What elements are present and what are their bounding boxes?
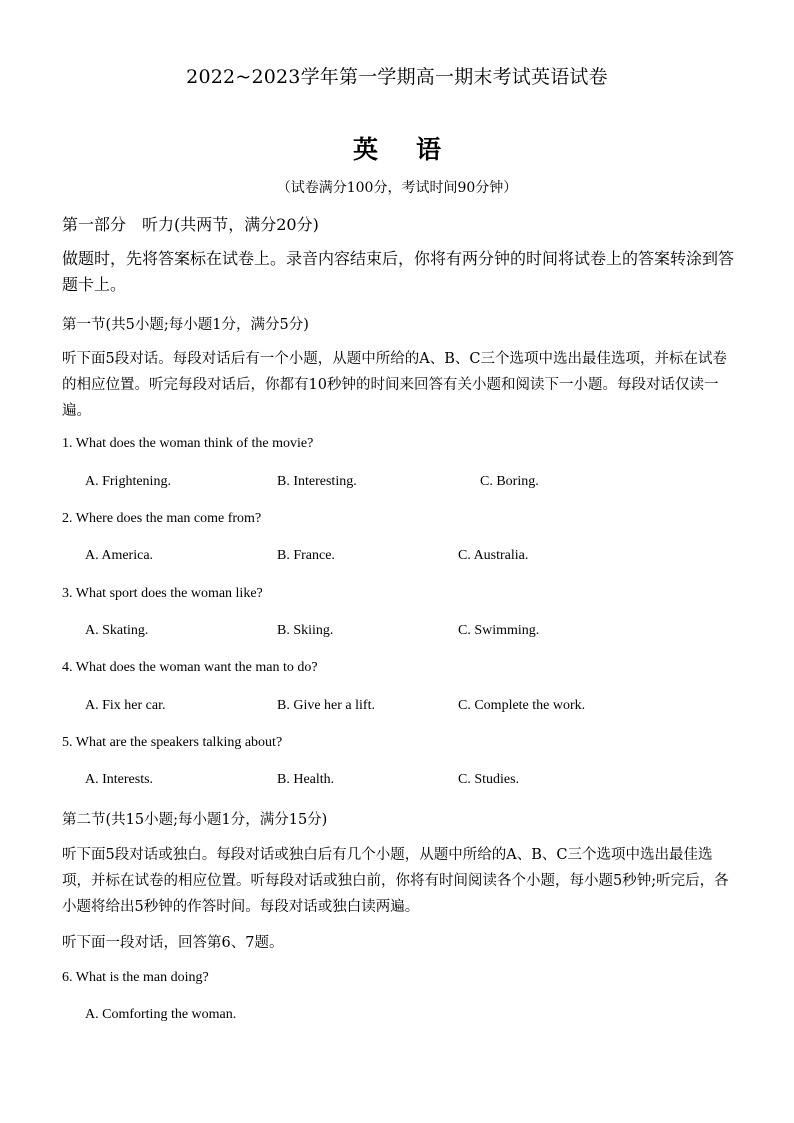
question-4-option-a: A. Fix her car. [85, 698, 166, 713]
question-2-option-b: B. France. [277, 548, 335, 563]
question-4-option-c: C. Complete the work. [458, 698, 586, 713]
question-5-option-c: C. Studies. [458, 772, 520, 787]
question-1-option-b: B. Interesting. [277, 474, 357, 489]
question-6-stem: 6. What is the man doing? [62, 970, 209, 985]
section1-heading: 第一节(共5小题;每小题1分，满分5分) [62, 317, 309, 333]
question-3-stem: 3. What sport does the woman like? [62, 586, 263, 601]
question-5-option-b: B. Health. [277, 772, 335, 787]
question-2-option-a: A. America. [85, 548, 154, 563]
part1-heading: 第一部分 听力(共两节，满分20分) [62, 215, 319, 234]
question-4-stem: 4. What does the woman want the man to do? [62, 660, 318, 675]
question-1-stem: 1. What does the woman think of the movie? [62, 436, 314, 451]
question-4-option-b: B. Give her a lift. [277, 698, 375, 713]
exam-note: （试卷满分100分，考试时间90分钟） [276, 180, 518, 196]
section2-instructions: 听下面5段对话或独白。每段对话或独白后有几个小题，从题中所给的A、B、C三个选项中选出最佳选项，并标在试卷的相应位置。听每段对话或独白前，你将有时间阅读各个小题，每小题5秒钟;听完后，各小题将给出5秒钟的作答时间。每段对话或独白读两遍。 [62, 847, 729, 915]
question-6-option-a: A. Comforting the woman. [85, 1007, 237, 1022]
question-1-option-a: A. Frightening. [85, 474, 171, 489]
question-3-option-a: A. Skating. [85, 623, 149, 638]
question-1-option-c: C. Boring. [480, 474, 539, 489]
subject-heading: 英语 [352, 135, 479, 164]
group-intro: 听下面一段对话，回答第6、7题。 [62, 935, 284, 951]
section1-instructions: 听下面5段对话。每段对话后有一个小题，从题中所给的A、B、C三个选项中选出最佳选项，并标在试卷的相应位置。听完每段对话后，你都有10秒钟的时间来回答有关小题和阅读下一小题。每段对话仅读一遍。 [62, 351, 727, 419]
section2-heading: 第二节(共15小题;每小题1分，满分15分) [62, 812, 328, 828]
question-3-option-c: C. Swimming. [458, 623, 540, 638]
question-5-option-a: A. Interests. [85, 772, 154, 787]
question-5-stem: 5. What are the speakers talking about? [62, 735, 283, 750]
part1-instructions: 做题时，先将答案标在试卷上。录音内容结束后，你将有两分钟的时间将试卷上的答案转涂到答题卡上。 [62, 249, 735, 294]
exam-title: 2022~2023学年第一学期高一期末考试英语试卷 [186, 66, 608, 88]
question-2-option-c: C. Australia. [458, 548, 529, 563]
question-3-option-b: B. Skiing. [277, 623, 334, 638]
question-2-stem: 2. Where does the man come from? [62, 511, 262, 526]
